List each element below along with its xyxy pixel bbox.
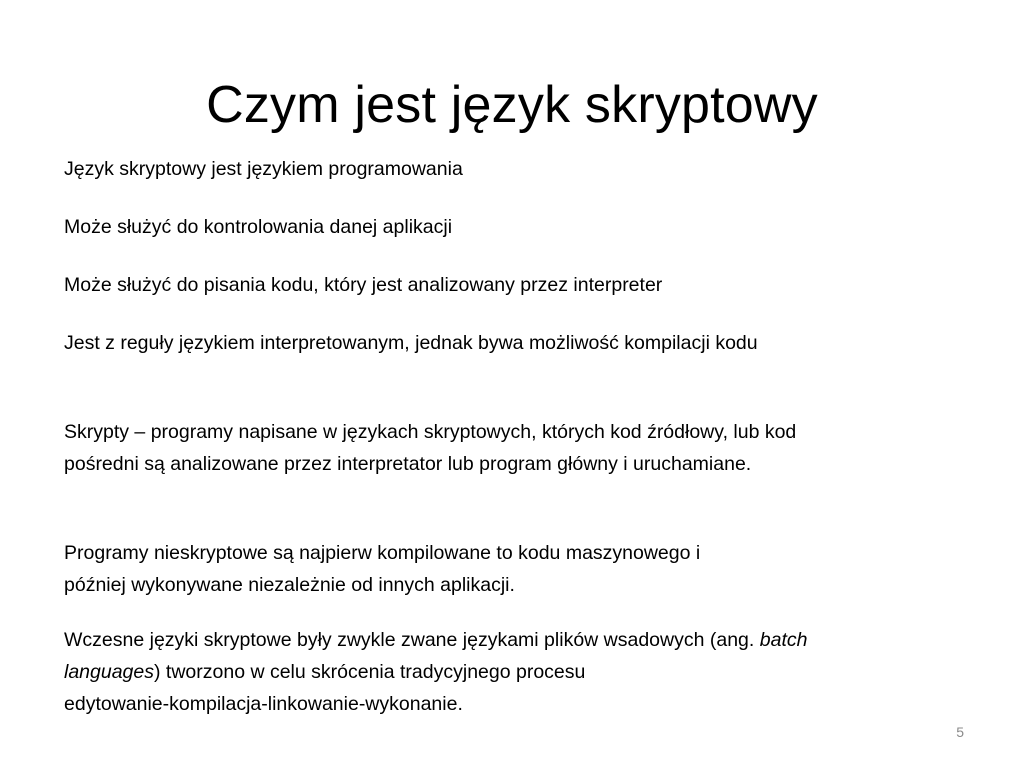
- paragraph: [64, 537, 964, 601]
- paragraph: [64, 269, 964, 301]
- paragraph-line: Jest z reguły językiem interpretowanym, jednak bywa możliwość kompilacji kodu: [64, 332, 758, 354]
- paragraph-line: Może służyć do pisania kodu, który jest analizowany przez interpreter: [64, 274, 663, 296]
- paragraph-line: później wykonywane niezależnie od innych aplikacji.: [64, 574, 515, 596]
- text-run: ) tworzono w celu skrócenia tradycyjnego procesu: [154, 661, 586, 683]
- italic-term: batch: [759, 629, 808, 651]
- slide-number: 5: [956, 724, 964, 740]
- paragraph-batch-languages: [64, 624, 964, 720]
- paragraph: [64, 211, 964, 243]
- paragraph: [64, 153, 964, 185]
- paragraph-line: edytowanie-kompilacja-linkowanie-wykonanie.: [64, 693, 463, 715]
- paragraph-line: [64, 656, 964, 688]
- text-run: Wczesne języki skryptowe były zwykle zwane językami plików wsadowych (ang.: [64, 629, 760, 651]
- paragraph: [64, 327, 964, 359]
- slide-title: Czym jest język skryptowy: [206, 75, 818, 134]
- paragraph-line: Programy nieskryptowe są najpierw kompilowane to kodu maszynowego i: [64, 542, 701, 564]
- paragraph-line: Język skryptowy jest językiem programowania: [64, 158, 463, 180]
- paragraph-line: Może służyć do kontrolowania danej aplikacji: [64, 216, 453, 238]
- paragraph-line: Skrypty – programy napisane w językach skryptowych, których kod źródłowy, lub kod: [64, 421, 797, 443]
- italic-term: languages: [64, 661, 154, 683]
- paragraph: [64, 416, 964, 480]
- paragraph-line: pośredni są analizowane przez interpretator lub program główny i uruchamiane.: [64, 453, 752, 475]
- paragraph-line: [64, 624, 964, 656]
